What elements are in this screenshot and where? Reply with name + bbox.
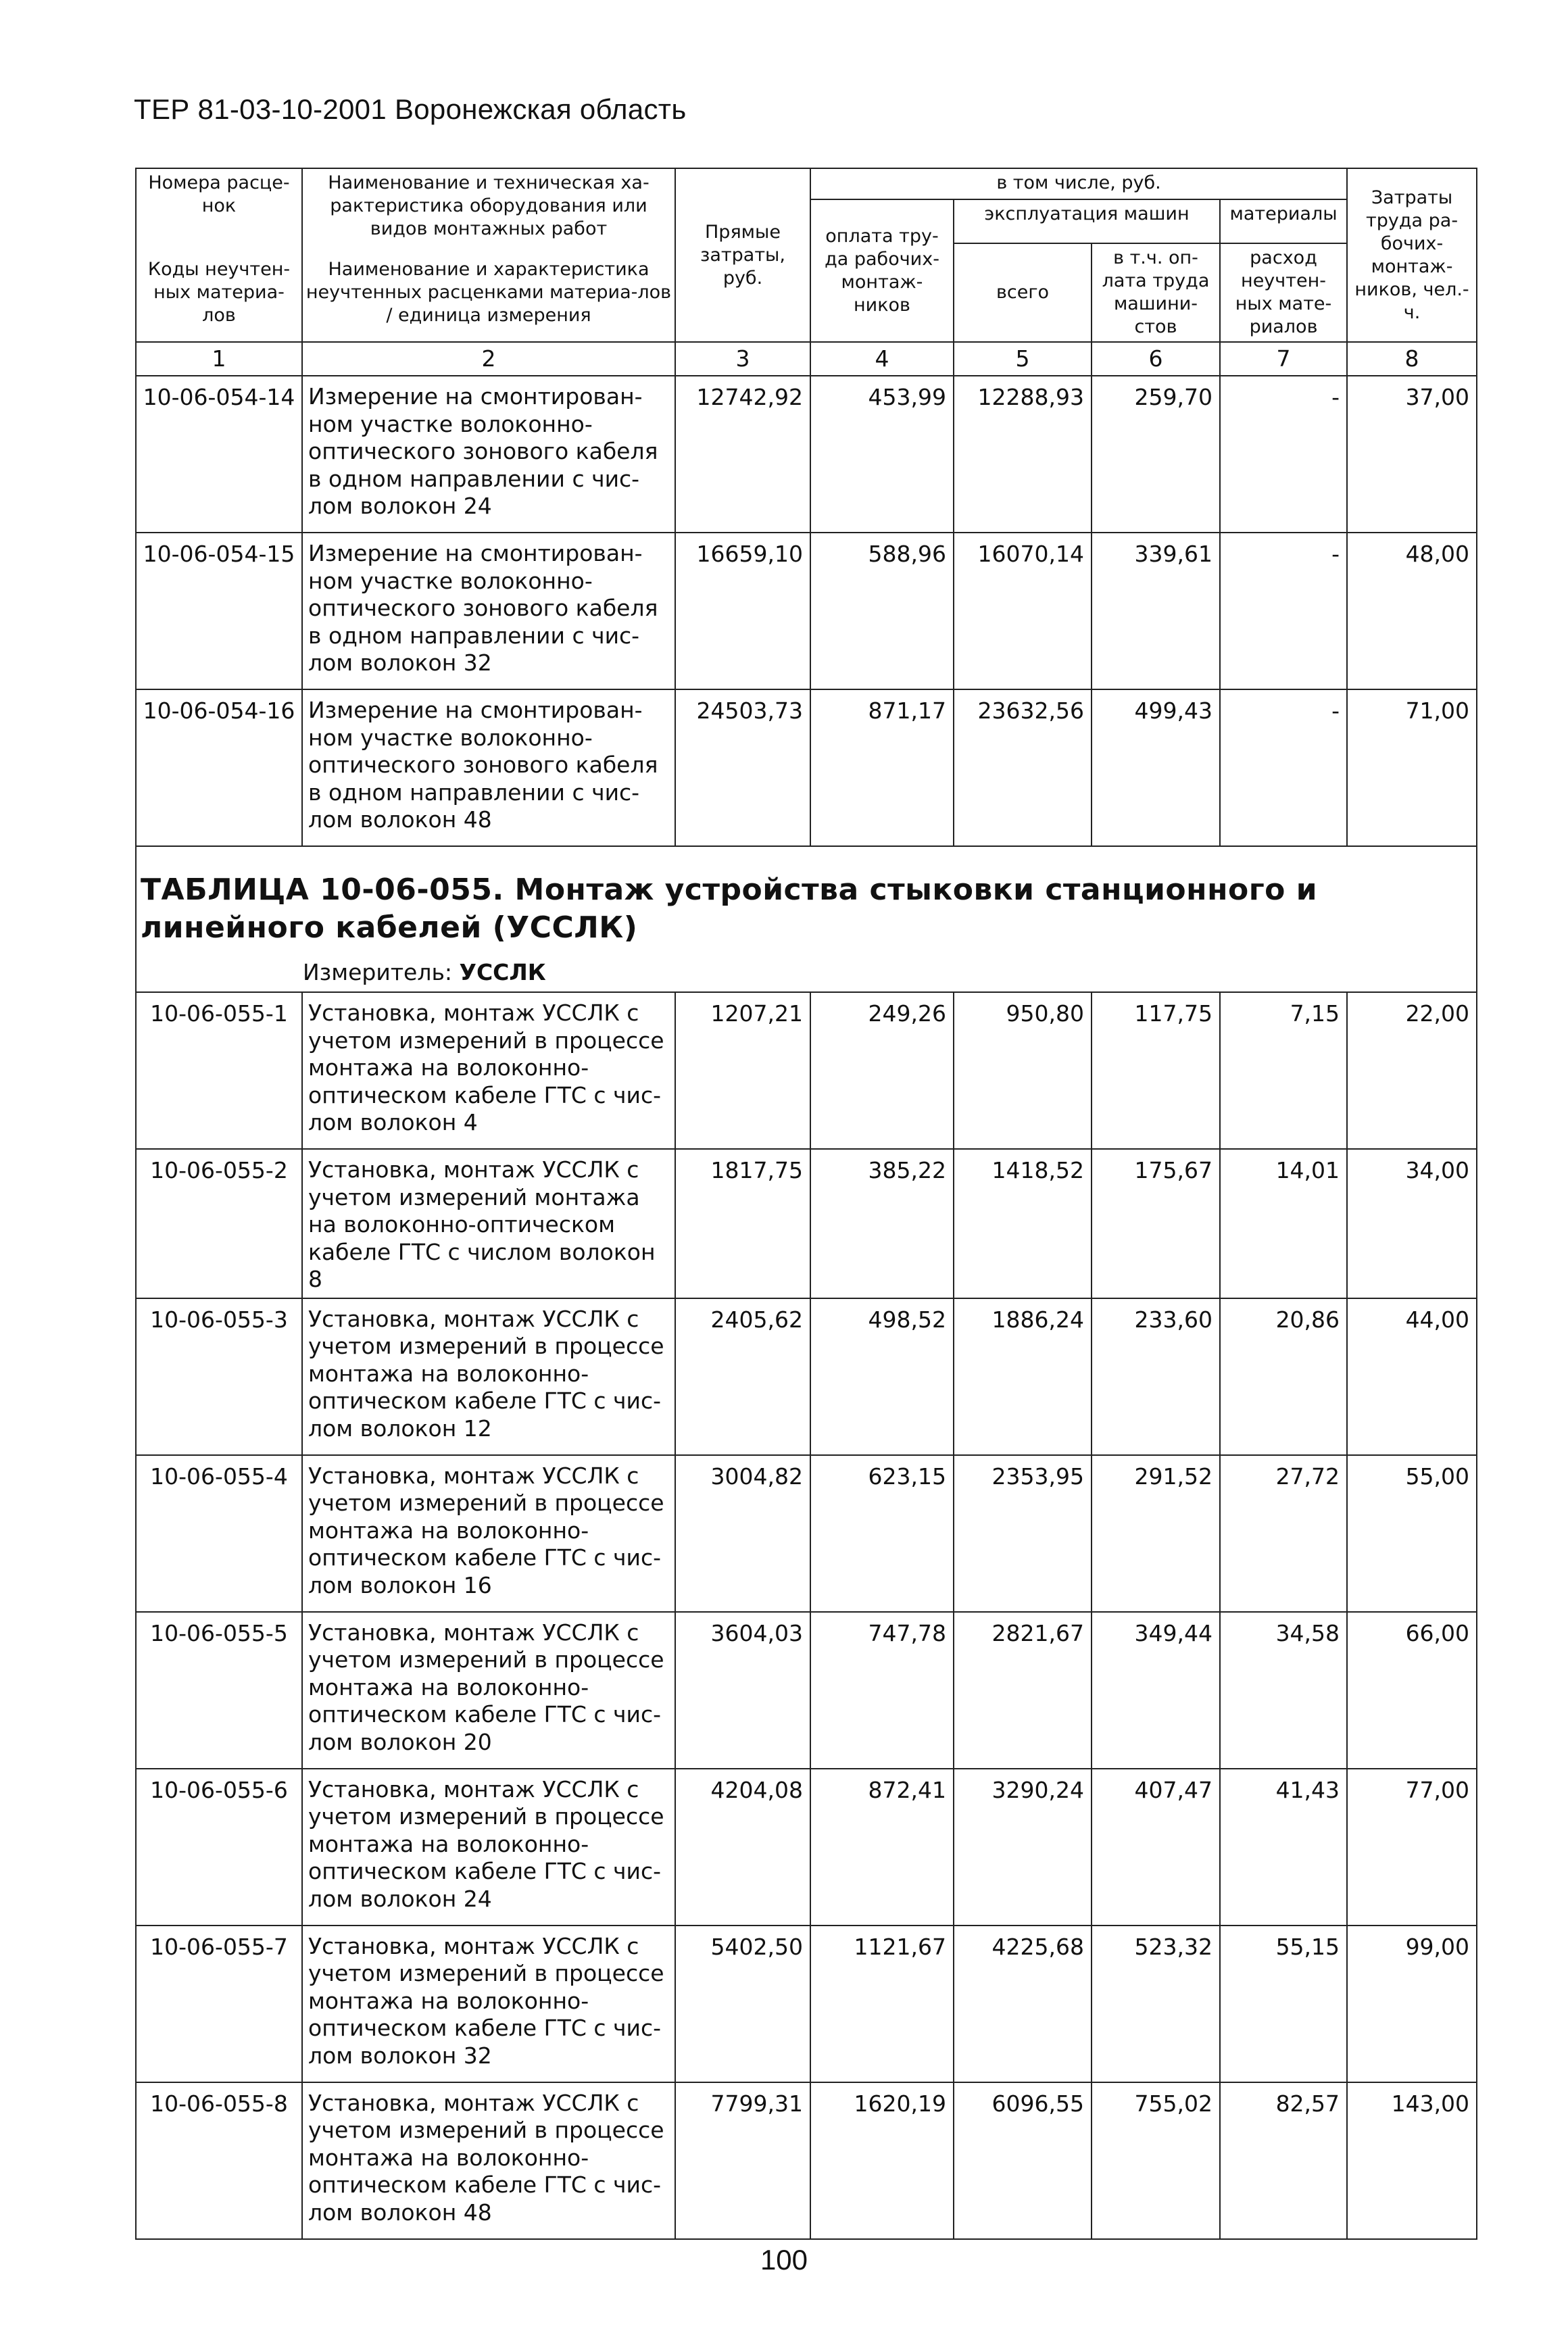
direct-costs-value: 16659,10 (675, 533, 810, 689)
section-title: ТАБЛИЦА 10-06-055. Монтаж устройства стыковки станционного и линейного кабелей (УССЛК) (141, 873, 1318, 945)
machinists-value: 339,61 (1092, 533, 1220, 689)
page-header: ТЕР 81-03-10-2001 Воронежская область (134, 93, 687, 125)
table-row (136, 1612, 1477, 1769)
header-including: в том числе, руб. (810, 168, 1347, 199)
column-number: 5 (954, 342, 1092, 376)
materials-value: 34,58 (1220, 1612, 1347, 1769)
labor-value: 37,00 (1347, 376, 1477, 533)
rate-description: Установка, монтаж УССЛК с учетом измерений в процессе монтажа на волоконно-оптическом кабеле ГТС с чис-лом волокон 32 (302, 1926, 675, 2082)
wages-value: 588,96 (810, 533, 954, 689)
direct-costs-value: 1207,21 (675, 992, 810, 1149)
labor-value: 77,00 (1347, 1769, 1477, 1926)
machines-value: 2821,67 (954, 1612, 1092, 1769)
materials-value: 41,43 (1220, 1769, 1347, 1926)
direct-costs-value: 7799,31 (675, 2082, 810, 2239)
machinists-value: 233,60 (1092, 1298, 1220, 1455)
header-labor-costs: Затраты труда ра-бочих-монтаж-ников, чел.-ч. (1347, 168, 1477, 342)
materials-value: - (1220, 533, 1347, 689)
table-row (136, 1926, 1477, 2082)
wages-value: 249,26 (810, 992, 954, 1149)
materials-value: 20,86 (1220, 1298, 1347, 1455)
labor-value: 44,00 (1347, 1298, 1477, 1455)
machines-value: 2353,95 (954, 1455, 1092, 1612)
header-rate-numbers: Номера расце-нок (136, 168, 302, 243)
labor-value: 143,00 (1347, 2082, 1477, 2239)
labor-value: 71,00 (1347, 689, 1477, 846)
wages-value: 1620,19 (810, 2082, 954, 2239)
direct-costs-value: 4204,08 (675, 1769, 810, 1926)
labor-value: 99,00 (1347, 1926, 1477, 2082)
table-row (136, 1149, 1477, 1298)
labor-value: 34,00 (1347, 1149, 1477, 1298)
machinists-value: 755,02 (1092, 2082, 1220, 2239)
meter-line (137, 955, 1476, 991)
direct-costs-value: 3004,82 (675, 1455, 810, 1612)
wages-value: 872,41 (810, 1769, 954, 1926)
rate-description: Измерение на смонтирован-ном участке волоконно-оптического зонового кабеля в одном направлении с чис-лом волокон 24 (302, 376, 675, 533)
materials-value: 27,72 (1220, 1455, 1347, 1612)
rate-code: 10-06-054-15 (136, 533, 302, 689)
labor-value: 48,00 (1347, 533, 1477, 689)
header-row-1 (136, 168, 1477, 199)
table-row (136, 376, 1477, 533)
direct-costs-value: 2405,62 (675, 1298, 810, 1455)
column-number: 6 (1092, 342, 1220, 376)
column-number: 2 (302, 342, 675, 376)
materials-value: 82,57 (1220, 2082, 1347, 2239)
materials-value: - (1220, 689, 1347, 846)
rate-description: Измерение на смонтирован-ном участке волоконно-оптического зонового кабеля в одном направлении с чис-лом волокон 48 (302, 689, 675, 846)
machines-value: 1418,52 (954, 1149, 1092, 1298)
rate-description: Установка, монтаж УССЛК с учетом измерений в процессе монтажа на волоконно-оптическом кабеле ГТС с чис-лом волокон 4 (302, 992, 675, 1149)
rate-code: 10-06-055-8 (136, 2082, 302, 2239)
machinists-value: 291,52 (1092, 1455, 1220, 1612)
column-number: 8 (1347, 342, 1477, 376)
machines-value: 1886,24 (954, 1298, 1092, 1455)
machines-value: 3290,24 (954, 1769, 1092, 1926)
labor-value: 66,00 (1347, 1612, 1477, 1769)
table-row (136, 2082, 1477, 2239)
materials-value: 55,15 (1220, 1926, 1347, 2082)
header-unaccounted-name: Наименование и характеристика неучтенных расценками материа-лов / единица измерения (302, 243, 675, 342)
meter-label: Измеритель: (303, 959, 453, 985)
direct-costs-value: 5402,50 (675, 1926, 810, 2082)
rate-description: Измерение на смонтирован-ном участке волоконно-оптического зонового кабеля в одном направлении с чис-лом волокон 32 (302, 533, 675, 689)
rate-code: 10-06-054-14 (136, 376, 302, 533)
wages-value: 871,17 (810, 689, 954, 846)
machines-value: 950,80 (954, 992, 1092, 1149)
column-number: 3 (675, 342, 810, 376)
column-number: 7 (1220, 342, 1347, 376)
header-wages: оплата тру-да рабочих-монтаж-ников (810, 199, 954, 342)
page-number: 100 (760, 2244, 808, 2276)
table-row (136, 1455, 1477, 1612)
wages-value: 453,99 (810, 376, 954, 533)
header-materials: материалы (1220, 199, 1347, 243)
rate-description: Установка, монтаж УССЛК с учетом измерений в процессе монтажа на волоконно-оптическом кабеле ГТС с чис-лом волокон 16 (302, 1455, 675, 1612)
table-row (136, 689, 1477, 846)
rate-code: 10-06-055-4 (136, 1455, 302, 1612)
machinists-value: 407,47 (1092, 1769, 1220, 1926)
wages-value: 385,22 (810, 1149, 954, 1298)
machines-value: 6096,55 (954, 2082, 1092, 2239)
table-row (136, 1298, 1477, 1455)
machines-value: 16070,14 (954, 533, 1092, 689)
table-row (136, 992, 1477, 1149)
table-row (136, 1769, 1477, 1926)
section-heading-row (136, 846, 1477, 992)
header-materials-consumption: расход неучтен-ных мате-риалов (1220, 243, 1347, 342)
column-number-row (136, 342, 1477, 376)
header-unaccounted-codes: Коды неучтен-ных материа-лов (136, 243, 302, 342)
direct-costs-value: 3604,03 (675, 1612, 810, 1769)
machines-value: 23632,56 (954, 689, 1092, 846)
machinists-value: 499,43 (1092, 689, 1220, 846)
direct-costs-value: 1817,75 (675, 1149, 810, 1298)
header-work-name: Наименование и техническая ха-рактеристика оборудования или видов монтажных работ (302, 168, 675, 243)
rate-description: Установка, монтаж УССЛК с учетом измерений в процессе монтажа на волоконно-оптическом кабеле ГТС с чис-лом волокон 48 (302, 2082, 675, 2239)
rates-table (135, 168, 1477, 2240)
wages-value: 623,15 (810, 1455, 954, 1612)
machinists-value: 117,75 (1092, 992, 1220, 1149)
rate-code: 10-06-055-7 (136, 1926, 302, 2082)
machines-value: 12288,93 (954, 376, 1092, 533)
rate-description: Установка, монтаж УССЛК с учетом измерений в процессе монтажа на волоконно-оптическом кабеле ГТС с чис-лом волокон 12 (302, 1298, 675, 1455)
materials-value: 14,01 (1220, 1149, 1347, 1298)
header-machines: эксплуатация машин (954, 199, 1220, 243)
machinists-value: 523,32 (1092, 1926, 1220, 2082)
machines-value: 4225,68 (954, 1926, 1092, 2082)
rate-description: Установка, монтаж УССЛК с учетом измерений в процессе монтажа на волоконно-оптическом кабеле ГТС с чис-лом волокон 24 (302, 1769, 675, 1926)
machinists-value: 349,44 (1092, 1612, 1220, 1769)
rate-code: 10-06-055-1 (136, 992, 302, 1149)
header-direct-costs: Прямые затраты, руб. (675, 168, 810, 342)
machinists-value: 259,70 (1092, 376, 1220, 533)
meter-value: УССЛК (459, 959, 546, 985)
labor-value: 22,00 (1347, 992, 1477, 1149)
column-number: 1 (136, 342, 302, 376)
header-machines-total: всего (954, 243, 1092, 342)
table-row (136, 533, 1477, 689)
rate-code: 10-06-055-6 (136, 1769, 302, 1926)
header-machinists-wages: в т.ч. оп-лата труда машини-стов (1092, 243, 1220, 342)
machinists-value: 175,67 (1092, 1149, 1220, 1298)
column-number: 4 (810, 342, 954, 376)
rate-description: Установка, монтаж УССЛК с учетом измерений в процессе монтажа на волоконно-оптическом кабеле ГТС с чис-лом волокон 20 (302, 1612, 675, 1769)
rate-description: Установка, монтаж УССЛК с учетом измерений монтажа на волоконно-оптическом кабеле ГТС с числом волокон 8 (302, 1149, 675, 1298)
wages-value: 1121,67 (810, 1926, 954, 2082)
wages-value: 747,78 (810, 1612, 954, 1769)
rate-code: 10-06-055-5 (136, 1612, 302, 1769)
direct-costs-value: 24503,73 (675, 689, 810, 846)
direct-costs-value: 12742,92 (675, 376, 810, 533)
materials-value: 7,15 (1220, 992, 1347, 1149)
rate-code: 10-06-054-16 (136, 689, 302, 846)
labor-value: 55,00 (1347, 1455, 1477, 1612)
wages-value: 498,52 (810, 1298, 954, 1455)
rate-code: 10-06-055-3 (136, 1298, 302, 1455)
materials-value: - (1220, 376, 1347, 533)
rate-code: 10-06-055-2 (136, 1149, 302, 1298)
